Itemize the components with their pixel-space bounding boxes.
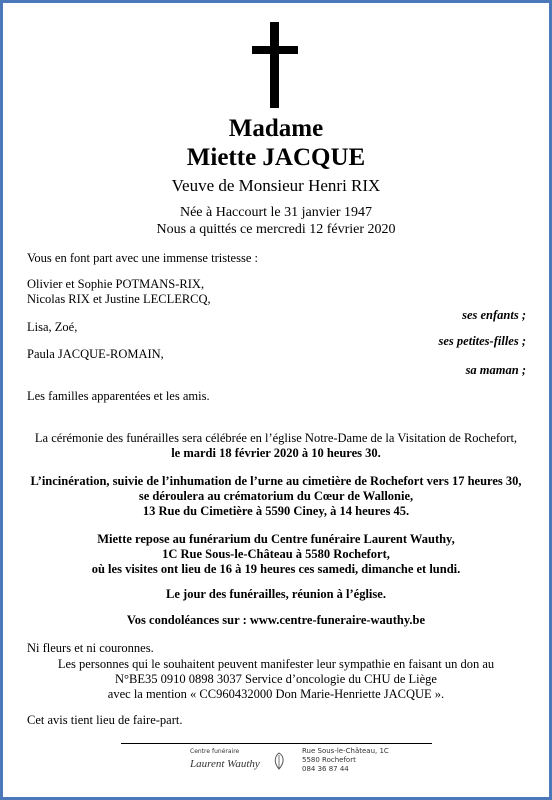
- footer-address: [302, 747, 389, 774]
- address-line-2: 5580 Rochefort: [302, 756, 356, 764]
- relatives-line: Les familles apparentées et les amis.: [27, 389, 210, 403]
- family-intro: Vous en font part avec une immense tristesse :: [27, 251, 258, 265]
- logo-script-text: Laurent Wauthy: [190, 758, 260, 770]
- funeral-home-logo: [190, 748, 290, 778]
- deceased-name: Miette JACQUE: [186, 144, 366, 171]
- birth-line: Née à Haccourt le 31 janvier 1947: [179, 205, 373, 220]
- address-line-1: Rue Sous-le-Château, 1C: [302, 747, 389, 755]
- death-line: Nous a quittés ce mercredi 12 février 2020: [156, 222, 396, 237]
- visitation-line-2: 1C Rue Sous-le-Château à 5580 Rochefort,: [162, 547, 390, 561]
- widow-subtitle: Veuve de Monsieur Henri RIX: [171, 176, 381, 195]
- grandchildren-label: ses petites-filles ;: [438, 334, 526, 348]
- children-label: ses enfants ;: [462, 308, 526, 322]
- children-line-2: Nicolas RIX et Justine LECLERCQ,: [27, 292, 211, 306]
- children-line-1: Olivier et Sophie POTMANS-RIX,: [27, 277, 205, 291]
- cross-icon: [252, 22, 298, 108]
- visitation-line-1: Miette repose au funérarium du Centre funéraire Laurent Wauthy,: [97, 532, 455, 546]
- no-flowers-line: Ni fleurs et ni couronnes.: [27, 641, 154, 655]
- mother-line: Paula JACQUE-ROMAIN,: [27, 347, 164, 361]
- donation-line-2: N°BE35 0910 0898 3037 Service d’oncologie du CHU de Liège: [115, 672, 437, 686]
- cremation-line-2: se déroulera au crématorium du Cœur de Wallonie,: [138, 489, 414, 503]
- closing-line: Cet avis tient lieu de faire-part.: [27, 713, 183, 727]
- logo-small-text: Centre funéraire: [190, 748, 240, 755]
- leaf-icon: [272, 752, 286, 770]
- reception-line: Le jour des funérailles, réunion à l’église.: [166, 587, 386, 601]
- ceremony-line-2: le mardi 18 février 2020 à 10 heures 30.: [171, 446, 381, 460]
- donation-line-3: avec la mention « CC960432000 Don Marie-Henriette JACQUE ».: [107, 687, 445, 701]
- donation-line-1: Les personnes qui le souhaitent peuvent manifester leur sympathie en faisant un don au: [57, 657, 495, 671]
- ceremony-line-1: La cérémonie des funérailles sera célébrée en l’église Notre-Dame de la Visitation de Rochefort,: [34, 431, 518, 445]
- mother-label: sa maman ;: [465, 363, 526, 377]
- cremation-line-1: L’incinération, suivie de l’inhumation de l’urne au cimetière de Rochefort vers 17 heures 30,: [30, 474, 522, 488]
- visitation-line-3: où les visites ont lieu de 16 à 19 heures ces samedi, dimanche et lundi.: [91, 562, 461, 576]
- title-madame: Madame: [228, 115, 324, 142]
- grandchildren-line: Lisa, Zoé,: [27, 320, 78, 334]
- phone-line: 084 36 87 44: [302, 765, 349, 773]
- condolences-line: Vos condoléances sur : www.centre-funeraire-wauthy.be: [126, 613, 426, 627]
- footer-divider: [121, 743, 432, 744]
- cremation-line-3: 13 Rue du Cimetière à 5590 Ciney, à 14 heures 45.: [142, 504, 410, 518]
